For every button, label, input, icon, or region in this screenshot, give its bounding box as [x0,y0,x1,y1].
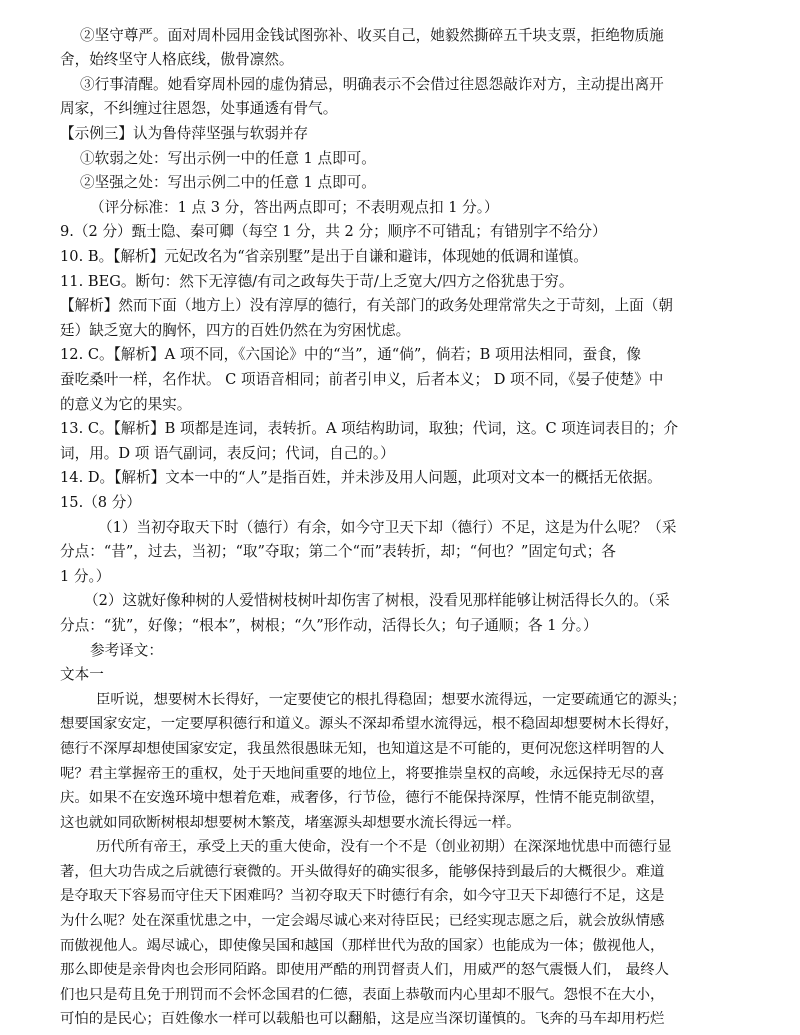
text-line: 蚕吃桑叶一样，名作状。 C 项语音相同；前者引申义，后者本义； D 项不同，《晏子使楚》中 [60,371,664,388]
text-line: 文本一 [60,666,104,683]
text-line: 的意义为它的果实。 [60,396,192,413]
text-line: 【解析】然而下面（地方上）没有淳厚的德行，有关部门的政务处理常常失之于苛刻，上面（朝 [60,297,673,314]
text-line: 是夺取天下容易而守住天下困难吗？当初夺取天下时德行有余，如今守卫天下却德行不足，这是 [60,888,665,904]
text-line: 分点：“犹”，好像；“根本”，树根；“久”形作动，活得长久；句子通顺；各 1 分。） [60,617,598,634]
text-line: 13. C。【解析】B 项都是连词，表转折。A 项结构助词，取独；代词，这。C 项连词表目的；介 [60,420,679,437]
text-line: 周家，不纠缠过往恩怨，处事通透有骨气。 [60,100,338,117]
text-line: 14. D。【解析】文本一中的“人”是指百姓，并未涉及用人问题，此项对文本一的概括无依据。 [60,469,662,486]
text-line: 分点：“昔”，过去，当初；“取”夺取；第二个“而”表转折，却；“何也？”固定句式；各 [60,543,616,560]
text-line: ③行事清醒。她看穿周朴园的虚伪猜忌，明确表示不会借过往恩怨敲诈对方，主动提出离开 [80,76,664,93]
text-line: （1）当初夺取天下时（德行）有余，如今守卫天下却（德行）不足，这是为什么呢？（采 [98,519,677,536]
text-line: 历代所有帝王，承受上天的重大使命，没有一个不是（创业初期）在深深地忧患中而德行显 [96,839,672,855]
text-line: ①软弱之处：写出示例一中的任意 1 点即可。 [80,150,376,167]
text-line: 为什么呢？处在深重忧患之中，一定会竭尽诚心来对待臣民；已经实现志愿之后，就会放纵情感 [60,913,665,929]
text-line: 【示例三】认为鲁侍萍坚强与软弱并存 [60,125,309,142]
text-line: （评分标准：1 点 3 分，答出两点即可；不表明观点扣 1 分。） [90,199,499,216]
text-line: 那么即使是亲骨肉也会形同陌路。即使用严酷的刑罚督责人们，用威严的怒气震慑人们， 最终人 [60,962,669,978]
text-line: 词，用。D 项 语气副词，表反问；代词，自己的。） [60,445,395,462]
text-line: 这也就如同砍断树根却想要树木繁茂，堵塞源头却想要水流长得远一样。 [60,815,521,831]
text-line: 15.（8 分） [60,494,141,511]
text-line: 1 分。） [60,568,111,585]
text-line: 11. BEG。断句：然下无淳德/有司之政每失于苛/上乏宽大/四方之俗犹患于穷。 [60,273,574,290]
text-line: ②坚强之处：写出示例二中的任意 1 点即可。 [80,174,376,191]
text-line: 舍，始终坚守人格底线，傲骨凛然。 [60,51,294,68]
text-line: 廷）缺乏宽大的胸怀，四方的百姓仍然在为穷困忧虑。 [60,322,411,339]
text-line: 著，但大功告成之后就德行衰微的。开头做得好的确实很多，能够保持到最后的大概很少。难道 [60,864,665,880]
text-line: 10. B。【解析】元妃改名为“省亲别墅”是出于自谦和避讳，体现她的低调和谨慎。 [60,248,588,265]
text-line: 而傲视他人。竭尽诚心，即使像吴国和越国（那样世代为敌的国家）也能成为一体；傲视他人， [60,938,665,954]
text-line: 们也只是苟且免于刑罚而不会怀念国君的仁德，表面上恭敬而内心里却不服气。怨恨不在大小， [60,987,665,1003]
text-line: （2）这就好像种树的人爱惜树枝树叶却伤害了树根，没看见那样能够让树活得长久的。（采 [84,592,670,609]
text-line: 想要国家安定，一定要厚积德行和道义。源头不深却希望水流得远，根不稳固却想要树木长得好， [60,716,679,732]
text-line: 参考译文： [90,642,163,659]
text-line: 庆。如果不在安逸环境中想着危难，戒奢侈，行节俭，德行不能保持深厚，性情不能克制欲望， [60,790,665,806]
text-line: ②坚守尊严。面对周朴园用金钱试图弥补、收买自己，她毅然撕碎五千块支票，拒绝物质施 [80,27,664,44]
text-line: 9.（2 分）甄士隐、秦可卿（每空 1 分，共 2 分；顺序不可错乱；有错别字不给分） [60,223,607,240]
text-line: 可怕的是民心；百姓像水一样可以载船也可以翻船，这是应当深切谨慎的。飞奔的马车却用朽烂 [60,1011,665,1027]
text-line: 臣听说，想要树木长得好，一定要使它的根扎得稳固；想要水流得远，一定要疏通它的源头； [96,692,687,708]
text-line: 呢？君主掌握帝王的重权，处于天地间重要的地位上，将要推崇皇权的高峻，永远保持无尽的喜 [60,766,665,782]
text-line: 德行不深厚却想使国家安定，我虽然很愚昧无知，也知道这是不可能的，更何况您这样明智的人 [60,741,665,757]
text-line: 12. C。【解析】A 项不同，《六国论》中的“当”，通“倘”，倘若；B 项用法相同，蚕食，像 [60,346,641,363]
